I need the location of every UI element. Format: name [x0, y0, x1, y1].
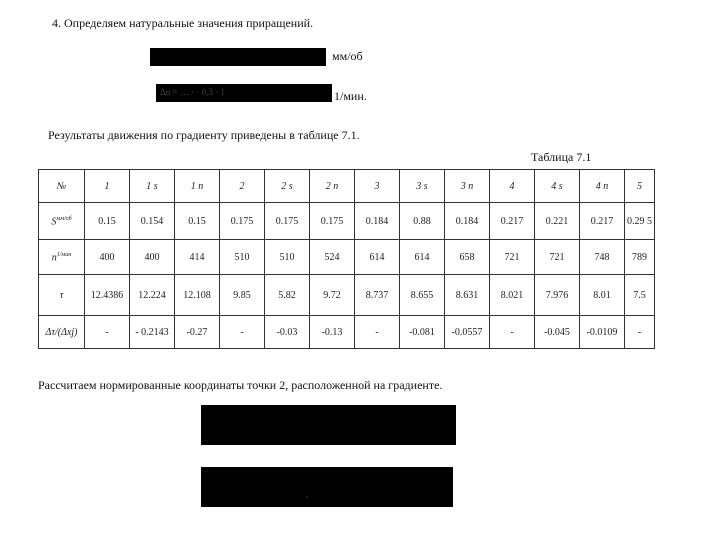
column-header: 3 n	[445, 170, 490, 203]
row-label-main: №	[56, 180, 67, 192]
column-header: 2	[220, 170, 265, 203]
table-cell: -	[85, 316, 130, 349]
table-cell: 0.15	[85, 203, 130, 240]
table-cell: 658	[445, 240, 490, 275]
row-label-main: τ	[59, 289, 64, 301]
table-cell: -0.03	[265, 316, 310, 349]
results-paragraph: Результаты движения по градиенту приведены в таблице 7.1.	[48, 128, 360, 142]
table-cell: 7.5	[625, 275, 655, 316]
table-cell: 721	[535, 240, 580, 275]
table-cell: 8.655	[400, 275, 445, 316]
table-cell: 510	[265, 240, 310, 275]
table-cell: 614	[400, 240, 445, 275]
table-cell: -0.0109	[580, 316, 625, 349]
table-cell: 12.224	[130, 275, 175, 316]
table-caption: Таблица 7.1	[531, 150, 592, 164]
table-row	[39, 240, 655, 275]
table-cell: 0.217	[580, 203, 625, 240]
column-header: 3 s	[400, 170, 445, 203]
table-cell: 9.72	[310, 275, 355, 316]
formula-image-1	[150, 48, 326, 66]
table-cell: 12.108	[175, 275, 220, 316]
table-cell: 614	[355, 240, 400, 275]
table-header-row	[39, 170, 655, 203]
row-label	[39, 170, 85, 203]
formula-image-2-text: Δn = … · · 0,3 · 1	[160, 87, 225, 97]
table-cell: -	[625, 316, 655, 349]
table-cell: -	[220, 316, 265, 349]
table-cell: 12.4386	[85, 275, 130, 316]
table-cell: 9.85	[220, 275, 265, 316]
table-cell: 5.82	[265, 275, 310, 316]
section-heading: 4. Определяем натуральные значения приращений.	[52, 16, 314, 30]
table-cell: 721	[490, 240, 535, 275]
table-cell: -0.27	[175, 316, 220, 349]
row-label-unit: мм/об	[56, 216, 72, 223]
table-cell: 7.976	[535, 275, 580, 316]
column-header: 4	[490, 170, 535, 203]
table-cell: 400	[85, 240, 130, 275]
table-cell: 0.175	[310, 203, 355, 240]
table-cell: 8.01	[580, 275, 625, 316]
table-row	[39, 203, 655, 240]
column-header: 4 s	[535, 170, 580, 203]
column-header: 1 n	[175, 170, 220, 203]
table-cell: 0.217	[490, 203, 535, 240]
row-label-main: n	[51, 252, 57, 264]
table-cell: -	[490, 316, 535, 349]
table-cell: -0.13	[310, 316, 355, 349]
table-cell: 0.154	[130, 203, 175, 240]
table-cell: 0.88	[400, 203, 445, 240]
table-cell: 8.737	[355, 275, 400, 316]
row-label	[39, 316, 85, 349]
row-label	[39, 203, 85, 240]
table-cell: 510	[220, 240, 265, 275]
table-cell: 0.184	[445, 203, 490, 240]
table-cell: 0.15	[175, 203, 220, 240]
table-cell: 8.021	[490, 275, 535, 316]
table-row	[39, 316, 655, 349]
formula-image-3	[201, 405, 456, 445]
row-label-main: S	[51, 216, 57, 228]
column-header: 2 s	[265, 170, 310, 203]
row-label	[39, 240, 85, 275]
calc-paragraph: Рассчитаем нормированные координаты точки 2, расположенной на градиенте.	[38, 378, 443, 392]
column-header: 4 n	[580, 170, 625, 203]
table-cell: 0.221	[535, 203, 580, 240]
table-row	[39, 275, 655, 316]
table-cell: -0.0557	[445, 316, 490, 349]
formula-image-4-text: ,	[306, 489, 309, 499]
table-cell: 400	[130, 240, 175, 275]
gradient-results-table	[38, 169, 655, 349]
table-cell: 0.175	[265, 203, 310, 240]
unit-feed: мм/об	[332, 49, 363, 63]
table-cell: -0.081	[400, 316, 445, 349]
column-header: 3	[355, 170, 400, 203]
table-cell: 789	[625, 240, 655, 275]
row-label-unit: 1/мин	[56, 252, 72, 259]
unit-speed: 1/мин.	[334, 89, 367, 103]
table-cell: -	[355, 316, 400, 349]
column-header: 2 n	[310, 170, 355, 203]
formula-image-4	[201, 467, 453, 507]
table-cell: 0.29 5	[625, 203, 655, 240]
row-label	[39, 275, 85, 316]
table-cell: 524	[310, 240, 355, 275]
row-label-main: Δτ/(Δxj)	[45, 326, 78, 338]
table-cell: 8.631	[445, 275, 490, 316]
column-header: 1 s	[130, 170, 175, 203]
table-cell: -0.045	[535, 316, 580, 349]
table-cell: 0.184	[355, 203, 400, 240]
table-cell: 414	[175, 240, 220, 275]
column-header: 1	[85, 170, 130, 203]
table-cell: 0.175	[220, 203, 265, 240]
column-header: 5	[625, 170, 655, 203]
table-cell: 748	[580, 240, 625, 275]
formula-image-2	[156, 84, 332, 102]
table-cell: - 0.2143	[130, 316, 175, 349]
